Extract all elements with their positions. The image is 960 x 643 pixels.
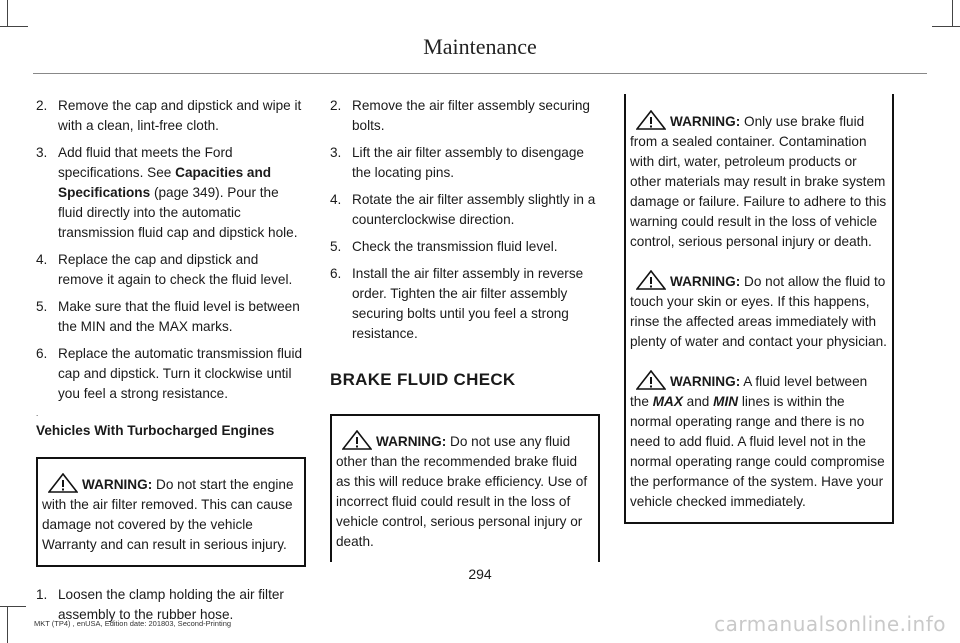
header-rule [33,73,927,74]
watermark: carmanualsonline.info [714,612,946,636]
warning-label: WARNING: [670,114,741,129]
list-item: 2. Remove the cap and dipstick and wipe it with a clean, lint-free cloth. [36,98,302,133]
crop-mark [0,606,26,607]
step-list [36,96,306,404]
list-item: 3. Add fluid that meets the Ford specifications. See Capacities and Specifications (page 349). Pour the fluid directly into the automatic transmission fluid cap and dipstick hole. [36,145,298,240]
list-item: 5. Check the transmission fluid level. [330,239,558,254]
list-item: 5. Make sure that the fluid level is between the MIN and the MAX marks. [36,299,300,334]
warning-box: WARNING: Only use brake fluid from a sealed container. Contamination with dirt, water, petroleum products or other materials may result in brake system damage or failure. Failure to adhere to this warning could result in the loss of vehicle control, serious personal injury or death. WARNING: Do not allow the fluid to touch your skin or eyes. If this happens, rinse the affected areas immediately with plenty of water and contact your physician. WARNING: A fluid level between the MAX and MIN lines is within the normal operating range and there is no need to add fluid. A fluid level not in the normal operating range could compromise the performance of the system. Have your vehicle checked immediately. [624,94,894,524]
warning-box: WARNING: Do not start the engine with the air filter removed. This can cause damage not covered by the vehicle Warranty and can result in serious injury. [36,457,306,567]
list-item: 6. Replace the automatic transmission fluid cap and dipstick. Turn it clockwise until you feel a strong resistance. [36,346,303,401]
warning-triangle-icon [342,430,372,450]
crop-mark [952,0,953,26]
crop-mark [7,0,8,26]
warning-triangle-icon [636,270,666,290]
min-mark-text: MIN [713,394,739,409]
column-3 [624,94,894,542]
step-list [330,96,600,344]
section-heading: BRAKE FLUID CHECK [330,370,516,389]
list-item: 2. Remove the air filter assembly securing bolts. [330,98,590,133]
warning-label: WARNING: [670,374,741,389]
subheading: Vehicles With Turbocharged Engines [36,423,275,438]
warning-triangle-icon [636,110,666,130]
max-mark-text: MAX [652,394,683,409]
list-item: 3. Lift the air filter assembly to disengage the locating pins. [330,145,584,180]
cross-reference-link[interactable]: Capacities and Specifications [58,165,272,200]
crop-mark [7,606,8,643]
list-item: 4. Replace the cap and dipstick and remove it again to check the fluid level. [36,252,293,287]
column-1 [36,96,306,632]
footer-edition: MKT (TP4) , enUSA, Edition date: 201803, Second-Printing [34,619,232,628]
warning-label: WARNING: [82,477,153,492]
column-2 [330,96,600,580]
warning-box: WARNING: Do not use any fluid other than the recommended brake fluid as this will reduce brake efficiency. Use of incorrect fluid could result in the loss of vehicle control, serious personal injury or death. [330,414,600,562]
stray-dot: . [36,409,39,418]
warning-triangle-icon [636,370,666,390]
page-title: Maintenance [423,34,537,59]
list-item: 1. Loosen the clamp holding the air filter assembly to the rubber hose. [36,587,284,622]
crop-mark [932,26,960,27]
crop-mark [0,26,28,27]
warning-label: WARNING: [670,274,741,289]
list-item: 4. Rotate the air filter assembly slightly in a counterclockwise direction. [330,192,596,227]
list-item: 6. Install the air filter assembly in reverse order. Tighten the air filter assembly securing bolts until you feel a strong resistance. [330,266,584,341]
page-number: 294 [468,566,492,582]
warning-label: WARNING: [376,434,447,449]
warning-triangle-icon [48,473,78,493]
